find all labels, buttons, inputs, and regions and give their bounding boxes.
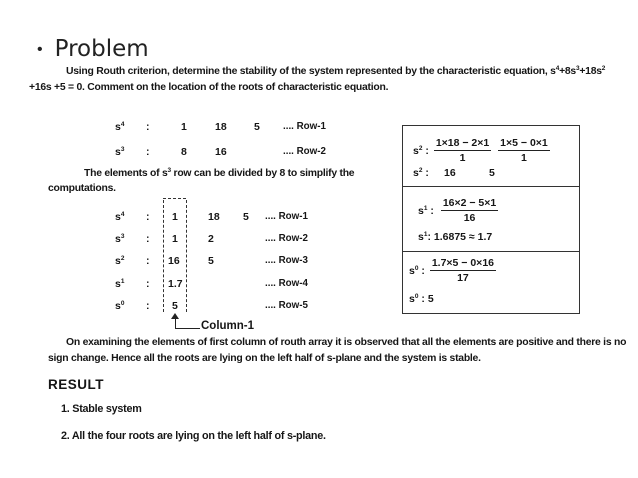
array2-s4-c1: 1 <box>172 211 178 223</box>
array2-s2-c1: 16 <box>168 255 180 267</box>
array2-s4-c3: 5 <box>243 211 249 223</box>
calc-s2a-var: $s^2$ : <box>413 144 429 157</box>
calc-s2b-var: $s^2$ : <box>413 167 429 179</box>
column-box-left <box>163 200 164 312</box>
array2-s2-colon: : <box>146 255 150 267</box>
note-line-2: computations. <box>48 183 116 194</box>
calc-s0-value <box>409 293 434 305</box>
calc-s0a-frac: $\frac{1.7\times 5 - 0\times 16}{17}$ <box>431 257 494 284</box>
problem-text-1a: Using Routh criterion, determine the stability of the system represented by the characteristic equation, s <box>66 66 556 77</box>
result-item-1: 1. Stable system <box>61 403 142 415</box>
calc-divider-1 <box>402 186 579 187</box>
array2-s4-var: $s^4$ <box>115 211 125 223</box>
array2-s3-var: $s^3$ <box>115 233 125 245</box>
array2-s0-var: $s^0$ <box>115 300 125 312</box>
result-heading: RESULT <box>48 377 104 392</box>
calc-s1b-var: $s^1$: <box>418 231 431 243</box>
conclusion-line-1: On examining the elements of first column of routh array it is observed that all the elements are positive and there is no <box>66 337 627 348</box>
array2-s3-label: .... Row-2 <box>265 233 309 244</box>
note-sup: 3 <box>167 167 171 174</box>
problem-text-1b: +8s <box>559 66 576 77</box>
array1-s4-c1: 1 <box>181 121 187 133</box>
problem-sup-2: 3 <box>575 65 580 72</box>
problem-text-1c: +18s <box>579 66 602 77</box>
problem-line-2: +16s +5 = 0. Comment on the location of the roots of characteristic equation. <box>29 82 389 93</box>
calc-s0-fraction <box>409 257 496 284</box>
calc-s2a-frac1: $\frac{1\times 18 - 2\times 1}{1}$ <box>435 137 490 164</box>
array2-s1-colon: : <box>146 278 150 290</box>
array2-s3-c2: 2 <box>208 233 214 245</box>
calc-s1-value <box>418 231 492 243</box>
slide-title-text: Problem <box>54 36 149 62</box>
note-line-1 <box>84 168 354 179</box>
calc-s1-fraction <box>418 197 498 224</box>
array2-s2-var: $s^2$ <box>115 255 125 267</box>
array1-s3-colon: : <box>146 146 150 158</box>
array2-s4-c2: 18 <box>208 211 220 223</box>
array2-s2-c2: 5 <box>208 255 214 267</box>
array2-s0-c1: 5 <box>172 300 178 312</box>
slide-title <box>37 36 149 62</box>
array1-s4-colon: : <box>146 121 150 133</box>
array2-s1-c1: 1.7 <box>168 278 183 290</box>
problem-sup-3: 2 <box>601 65 606 72</box>
conclusion-line-2: sign change. Hence all the roots are lying on the left half of s-plane and the system is stable. <box>48 353 481 364</box>
array1-s3-label: .... Row-2 <box>283 146 327 157</box>
array1-s4-c3: 5 <box>254 121 260 133</box>
calc-s1a-frac: $\frac{16\times 2 - 5\times 1}{16}$ <box>442 197 497 224</box>
array1-s3-c2: 16 <box>215 146 227 158</box>
column-box-right <box>186 200 187 312</box>
array2-s4-colon: : <box>146 211 150 223</box>
column-box-top <box>163 198 186 199</box>
array2-s3-c1: 1 <box>172 233 178 245</box>
array2-s1-label: .... Row-4 <box>265 278 309 289</box>
calc-s0b-val: 5 <box>427 293 434 305</box>
array1-s4-c2: 18 <box>215 121 227 133</box>
array2-s2-label: .... Row-3 <box>265 255 309 266</box>
array2-s4-label: .... Row-1 <box>265 211 309 222</box>
note-text-a: The elements of s <box>84 168 168 179</box>
bullet-icon: • <box>37 41 43 59</box>
array1-s3-c1: 8 <box>181 146 187 158</box>
problem-sup-1: 4 <box>555 65 560 72</box>
calc-s1a-var: $s^1$ : <box>418 204 434 217</box>
column-pointer-line <box>175 319 200 329</box>
calc-s2b-v1: 16 <box>444 167 456 179</box>
calc-s1b-val: 1.6875 ≈ 1.7 <box>433 231 493 243</box>
calc-s2a-frac2: $\frac{1\times 5 - 0\times 1}{1}$ <box>500 137 548 164</box>
array1-s4-var: $s^4$ <box>115 121 125 133</box>
array2-s0-colon: : <box>146 300 150 312</box>
problem-line-1 <box>66 66 605 77</box>
array1-s4-label: .... Row-1 <box>283 121 327 132</box>
calc-s2-fractions <box>413 137 550 164</box>
array2-s3-colon: : <box>146 233 150 245</box>
calc-s2b-v2: 5 <box>489 167 495 179</box>
result-item-2: 2. All the four roots are lying on the left half of s-plane. <box>61 430 326 442</box>
note-text-b: row can be divided by 8 to simplify the <box>170 168 355 179</box>
column-label: Column-1 <box>201 320 255 332</box>
array1-s3-var: $s^3$ <box>115 146 125 158</box>
array2-s0-label: .... Row-5 <box>265 300 309 311</box>
calc-s0b-var: $s^0$ : <box>409 293 425 305</box>
array2-s1-var: $s^1$ <box>115 278 125 290</box>
calc-s0a-var: $s^0$ : <box>409 264 425 277</box>
calc-divider-2 <box>402 251 579 252</box>
